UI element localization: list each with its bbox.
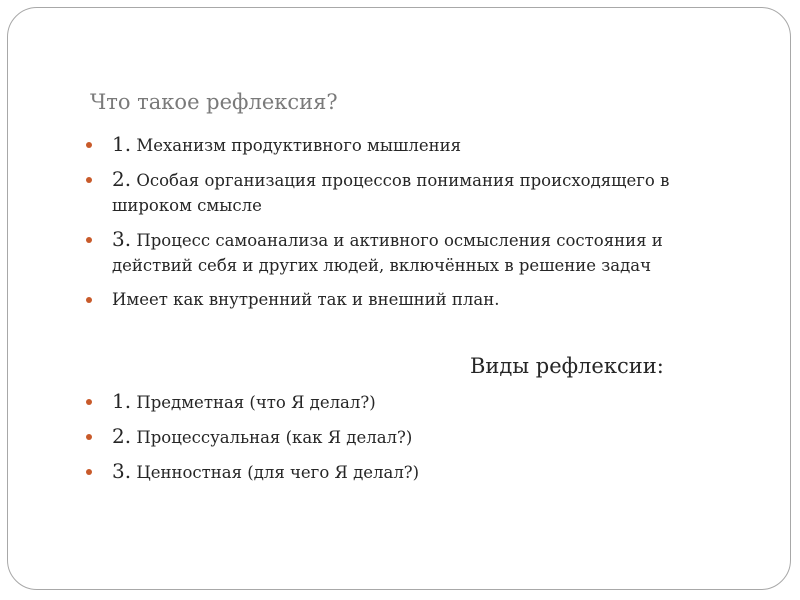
item-number: 1. (112, 132, 132, 156)
list-item (84, 459, 724, 485)
item-text: Механизм продуктивного мышления (131, 136, 462, 155)
types-heading: Виды рефлексии: (470, 354, 664, 378)
item-text: Особая организация процессов понимания происходящего в широком смысле (112, 171, 670, 215)
bullet-dot-icon (86, 434, 92, 440)
item-text: Процессуальная (как Я делал?) (131, 428, 413, 447)
list-item (84, 227, 724, 278)
bullet-dot-icon (86, 237, 92, 243)
bullet-dot-icon (86, 399, 92, 405)
list-item (84, 287, 724, 312)
item-number: 3. (112, 227, 132, 251)
item-text: Ценностная (для чего Я делал?) (131, 463, 420, 482)
item-number: 3. (112, 459, 132, 483)
item-text: Имеет как внутренний так и внешний план. (112, 290, 500, 309)
definition-list (84, 132, 724, 312)
slide-title: Что такое рефлексия? (90, 90, 338, 114)
item-number: 1. (112, 389, 132, 413)
types-list (84, 389, 724, 494)
list-item (84, 132, 724, 158)
item-text: Процесс самоанализа и активного осмысления состояния и действий себя и других людей, включённых в решение задач (112, 231, 663, 275)
list-item (84, 424, 724, 450)
bullet-dot-icon (86, 177, 92, 183)
bullet-dot-icon (86, 142, 92, 148)
list-item (84, 167, 724, 218)
item-text: Предметная (что Я делал?) (131, 393, 376, 412)
bullet-dot-icon (86, 469, 92, 475)
item-number: 2. (112, 167, 132, 191)
item-number: 2. (112, 424, 132, 448)
bullet-dot-icon (86, 297, 92, 303)
list-item (84, 389, 724, 415)
